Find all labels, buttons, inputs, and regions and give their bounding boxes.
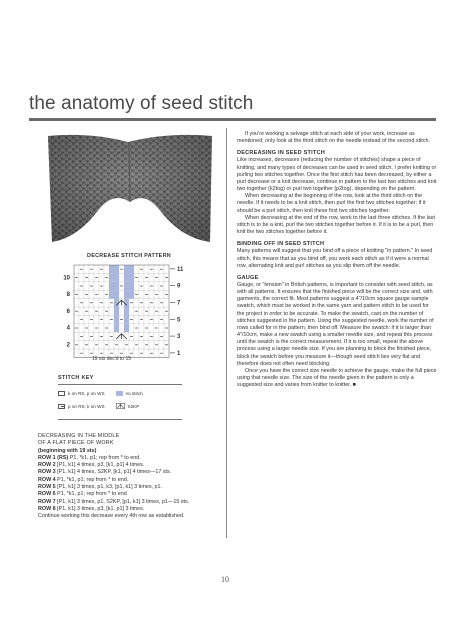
no-stitch-cell <box>114 299 119 307</box>
chart-cell <box>119 341 124 349</box>
chart-cell <box>99 290 104 298</box>
right-sections <box>237 150 437 389</box>
chart-cell <box>149 307 154 315</box>
page-number: 10 <box>221 575 229 584</box>
row-number-left: 8 <box>66 292 70 299</box>
chart-cell <box>74 282 79 290</box>
instruction-row <box>38 455 213 462</box>
chart-cell <box>119 324 124 332</box>
chart-cell <box>144 265 149 273</box>
instruction-row <box>38 462 213 469</box>
no-stitch-cell <box>124 265 129 273</box>
row-label: ROW 6 <box>38 491 56 498</box>
chart-cell <box>84 332 89 340</box>
chart-cell <box>139 341 144 349</box>
chart-cell <box>84 282 89 290</box>
key-row-1 <box>58 391 143 396</box>
section-paragraph: Gauge, or "tension" in British patterns, is important to consider with seed stitch, as with all patterns. It ensures that the finished piece will be the correct size and, with garments, the correct fit. Most patterns suggest a 4"/10cm square gauge sample swatch, which must be worked in the same yarn and pattern stitch to be used for the project in order to be accurate. To make the swatch, cast on the number of stitches suggested in the pattern. Using the suggested needle, work the number of rows called for in the pattern, then bind off. Measure the swatch: if it is larger than 4"/10cm, make a new swatch using a smaller needle size, and repeat this process until the swatch is the correct measurement. If it is too small, repeat the above process using a larger needle size. If you are planning to block the finished piece, block the swatch before you measure it—though seed stitch lies very flat and therefore does not often need blocking. <box>237 281 434 367</box>
chart-cell <box>154 315 159 323</box>
row-text: [P1, k1] 4 times, p3, [k1, p1] 4 times. <box>55 462 145 469</box>
row-text: P1, *k1, p1; rep from * to end. <box>55 476 129 483</box>
chart-cell <box>144 349 149 357</box>
chart-cell <box>109 324 114 332</box>
section-paragraph: Many patterns will suggest that you bind off a piece of knitting "in pattern." In seed stitch, this means that as you bind off, you work each stitch as if it were a normal row, alternating knit and purl stitches as you slip them off the needle. <box>237 248 433 269</box>
chart-cell <box>144 299 149 307</box>
row-text: [P1, k1] 3 times, p1, k3, [p1, k1] 3 times, p1. <box>55 484 163 491</box>
row-text: P1, *k1, p1; rep from * to end. <box>68 454 141 461</box>
instruction-row <box>38 506 213 513</box>
chart-cell <box>74 299 79 307</box>
chart-cell <box>164 299 169 307</box>
no-stitch-cell <box>114 290 119 298</box>
chart-cell <box>94 265 99 273</box>
key-label-no-stitch: no stitch <box>125 391 143 396</box>
no-stitch-swatch-icon <box>116 391 123 396</box>
row-label: ROW 8 <box>38 505 56 512</box>
column-divider <box>226 128 227 538</box>
section-paragraph: Once you have the correct size needle to achieve the gauge, make the full piece using that needle size. The size of the needle given in the pattern is only a suggested size and varies from knitter to knitter. ■ <box>237 367 437 389</box>
chart-cell <box>74 332 79 340</box>
key-label-purl: p on RS, k on WS <box>68 403 105 409</box>
key-row-2 <box>58 403 139 409</box>
key-label-knit: k on RS, p on WS <box>68 391 105 396</box>
row-label: ROW 4 <box>38 476 56 483</box>
no-stitch-cell <box>124 290 129 298</box>
chart-cell <box>89 290 94 298</box>
chart-cell <box>159 290 164 298</box>
section-heading: DECREASING IN SEED STITCH <box>237 150 325 157</box>
chart-title: DECREASE STITCH PATTERN <box>87 253 171 259</box>
row-number-right: 11 <box>177 266 184 273</box>
chart-cell <box>129 324 134 332</box>
chart-cell <box>129 341 134 349</box>
left-instructions <box>38 433 213 521</box>
chart-cell <box>149 324 154 332</box>
chart-cell <box>119 290 124 298</box>
row-label: ROW 2 <box>38 462 56 469</box>
instructions-heading-2: OF A FLAT PIECE OF WORK <box>38 440 114 447</box>
chart-cell <box>149 341 154 349</box>
no-stitch-cell <box>124 282 129 290</box>
no-stitch-cell <box>114 324 119 332</box>
chart-cell <box>104 299 109 307</box>
chart-cell <box>79 341 84 349</box>
chart-cell <box>154 282 159 290</box>
chart-cell <box>129 307 134 315</box>
chart-cell <box>99 324 104 332</box>
chart-caption: 19 sts dec'd to 15 <box>92 356 132 362</box>
chart-cell <box>84 299 89 307</box>
no-stitch-cell <box>114 265 119 273</box>
chart-cell <box>164 332 169 340</box>
right-column <box>237 131 437 389</box>
chart-cell <box>74 315 79 323</box>
no-stitch-cell <box>114 315 119 323</box>
s2kp-symbol-icon <box>116 403 125 409</box>
section-heading: BINDING OFF IN SEED STITCH <box>237 241 325 248</box>
row-number-left: 6 <box>66 308 70 315</box>
chart-cell <box>164 265 169 273</box>
chart-cell <box>104 315 109 323</box>
intro-paragraph: If you're working a selvage stitch at each side of your work, increase as mentioned; only look at the third stitch on the needle instead of the second stitch. <box>237 131 430 145</box>
chart-cell <box>94 315 99 323</box>
chart-cell <box>104 332 109 340</box>
chart-cell <box>89 307 94 315</box>
no-stitch-cell <box>129 282 134 290</box>
chart-cell <box>164 349 169 357</box>
chart-cell <box>84 349 89 357</box>
purl-swatch-icon <box>58 404 65 409</box>
no-stitch-cell <box>109 273 114 281</box>
instruction-rows <box>38 455 213 513</box>
chart-cell <box>154 349 159 357</box>
chart-cell <box>159 307 164 315</box>
row-text: [P1, k1] 3 times, p1, S2KP, [p1, k1] 3 times, p1—15 sts. <box>55 498 190 505</box>
chart-cell <box>134 282 139 290</box>
chart-cell <box>134 349 139 357</box>
chart-cell <box>159 324 164 332</box>
no-stitch-cell <box>109 290 114 298</box>
row-text: [P1, k1] 3 times, p3, [k1, p1] 3 times. <box>55 505 145 512</box>
title-rule <box>29 118 436 121</box>
chart-cell <box>159 341 164 349</box>
chart-cell <box>79 273 84 281</box>
row-text: [P1, k1] 4 times, S2KP, [k1, p1] 4 times—17 sts. <box>55 469 172 476</box>
chart-cell <box>74 349 79 357</box>
seed-stitch-swatch-photo <box>40 130 220 248</box>
key-divider-bottom <box>58 419 182 420</box>
no-stitch-cell <box>109 265 114 273</box>
row-number-right: 9 <box>177 283 181 290</box>
chart-grid <box>52 262 192 362</box>
chart-cell <box>139 273 144 281</box>
no-stitch-cell <box>109 282 114 290</box>
chart-cell <box>134 265 139 273</box>
instruction-row <box>38 484 213 491</box>
no-stitch-cell <box>124 299 129 307</box>
chart-cell <box>94 332 99 340</box>
row-number-left: 10 <box>63 275 70 282</box>
instruction-row <box>38 499 213 506</box>
instruction-row <box>38 477 213 484</box>
row-number-left: 2 <box>66 342 70 349</box>
chart-cell <box>134 299 139 307</box>
chart-cell <box>114 332 119 340</box>
chart-cell <box>74 265 79 273</box>
row-number-right: 1 <box>177 350 181 357</box>
chart-cell <box>89 273 94 281</box>
row-number-right: 7 <box>177 300 181 307</box>
page-title: the anatomy of seed stitch <box>29 93 254 114</box>
chart-cell <box>124 332 129 340</box>
chart-cell <box>159 273 164 281</box>
chart-cell <box>139 324 144 332</box>
chart-cell <box>104 265 109 273</box>
chart-cell <box>134 332 139 340</box>
chart-cell <box>134 315 139 323</box>
no-stitch-cell <box>124 324 129 332</box>
row-number-left: 4 <box>66 325 70 332</box>
no-stitch-cell <box>124 273 129 281</box>
chart-cell <box>94 299 99 307</box>
instructions-closing: Continue working this decrease every 4th row as established. <box>38 513 185 520</box>
chart-cell <box>144 332 149 340</box>
chart-cell <box>99 307 104 315</box>
no-stitch-cell <box>124 315 129 323</box>
row-label: ROW 3 <box>38 469 56 476</box>
section-paragraph: When decreasing at the beginning of the row, look at the third stitch on the needle. If it needs to be a knit stitch, then purl the first two stitches together; if it should be a purl stitch, then knit these first two stitches together. <box>237 193 426 214</box>
chart-cell <box>154 332 159 340</box>
chart-cell <box>139 290 144 298</box>
no-stitch-cell <box>129 290 134 298</box>
row-label: ROW 1 (RS) <box>38 454 69 461</box>
instruction-row <box>38 469 213 476</box>
no-stitch-cell <box>129 265 134 273</box>
no-stitch-cell <box>114 307 119 315</box>
row-label: ROW 5 <box>38 484 56 491</box>
no-stitch-cell <box>114 273 119 281</box>
chart-cell <box>99 273 104 281</box>
section-heading: GAUGE <box>237 274 259 281</box>
knit-swatch-icon <box>58 391 65 396</box>
chart-cell <box>164 315 169 323</box>
chart-cell <box>154 265 159 273</box>
key-divider <box>58 384 182 385</box>
no-stitch-cell <box>129 273 134 281</box>
instructions-heading-1: DECREASING IN THE MIDDLE <box>38 433 120 439</box>
chart-cell <box>94 282 99 290</box>
chart-cell <box>149 290 154 298</box>
chart-cell <box>164 282 169 290</box>
row-number-right: 3 <box>177 334 181 341</box>
chart-cell <box>109 307 114 315</box>
key-label-s2kp: S2KP <box>127 403 140 409</box>
chart-cell <box>144 282 149 290</box>
chart-cell <box>89 324 94 332</box>
row-label: ROW 7 <box>38 498 56 505</box>
instruction-row <box>38 491 213 498</box>
chart-cell <box>154 299 159 307</box>
no-stitch-cell <box>124 307 129 315</box>
chart-cell <box>149 273 154 281</box>
section-paragraph: When decreasing at the end of the row, work to the last three stitches. If the last stitch is to be a knit, purl the two stitches together before it. If it is to be a purl, then knit the two stitches together before it. <box>237 214 435 236</box>
chart-cell <box>99 341 104 349</box>
chart-cell <box>119 307 124 315</box>
row-text: P1, *k1, p1; rep from * to end <box>55 491 127 498</box>
chart-cell <box>104 282 109 290</box>
chart-cell <box>79 324 84 332</box>
chart-cell <box>139 307 144 315</box>
chart-cell <box>84 315 89 323</box>
no-stitch-cell <box>114 282 119 290</box>
chart-cell <box>89 341 94 349</box>
chart-cell <box>84 265 89 273</box>
instructions-begin: (beginning with 19 sts) <box>38 447 97 454</box>
chart-cell <box>144 315 149 323</box>
chart-cell <box>109 341 114 349</box>
chart-cell <box>79 307 84 315</box>
section-paragraph: Like increases, decreases (reducing the number of stitches) shape a piece of knitting, and many types of decreases can be used in seed stitch. I prefer knitting or purling two stitches together. Once the first stitch has been decreased, by either a purl decrease or a knit decrease, continue in pattern to the last two stitches and knit two together (k2tog) or purl two together (p2tog), depending on the pattern. <box>237 157 437 193</box>
chart-cell <box>79 290 84 298</box>
row-number-right: 5 <box>177 317 181 324</box>
stitch-key-title: STITCH KEY <box>58 375 94 381</box>
chart-cell <box>119 273 124 281</box>
